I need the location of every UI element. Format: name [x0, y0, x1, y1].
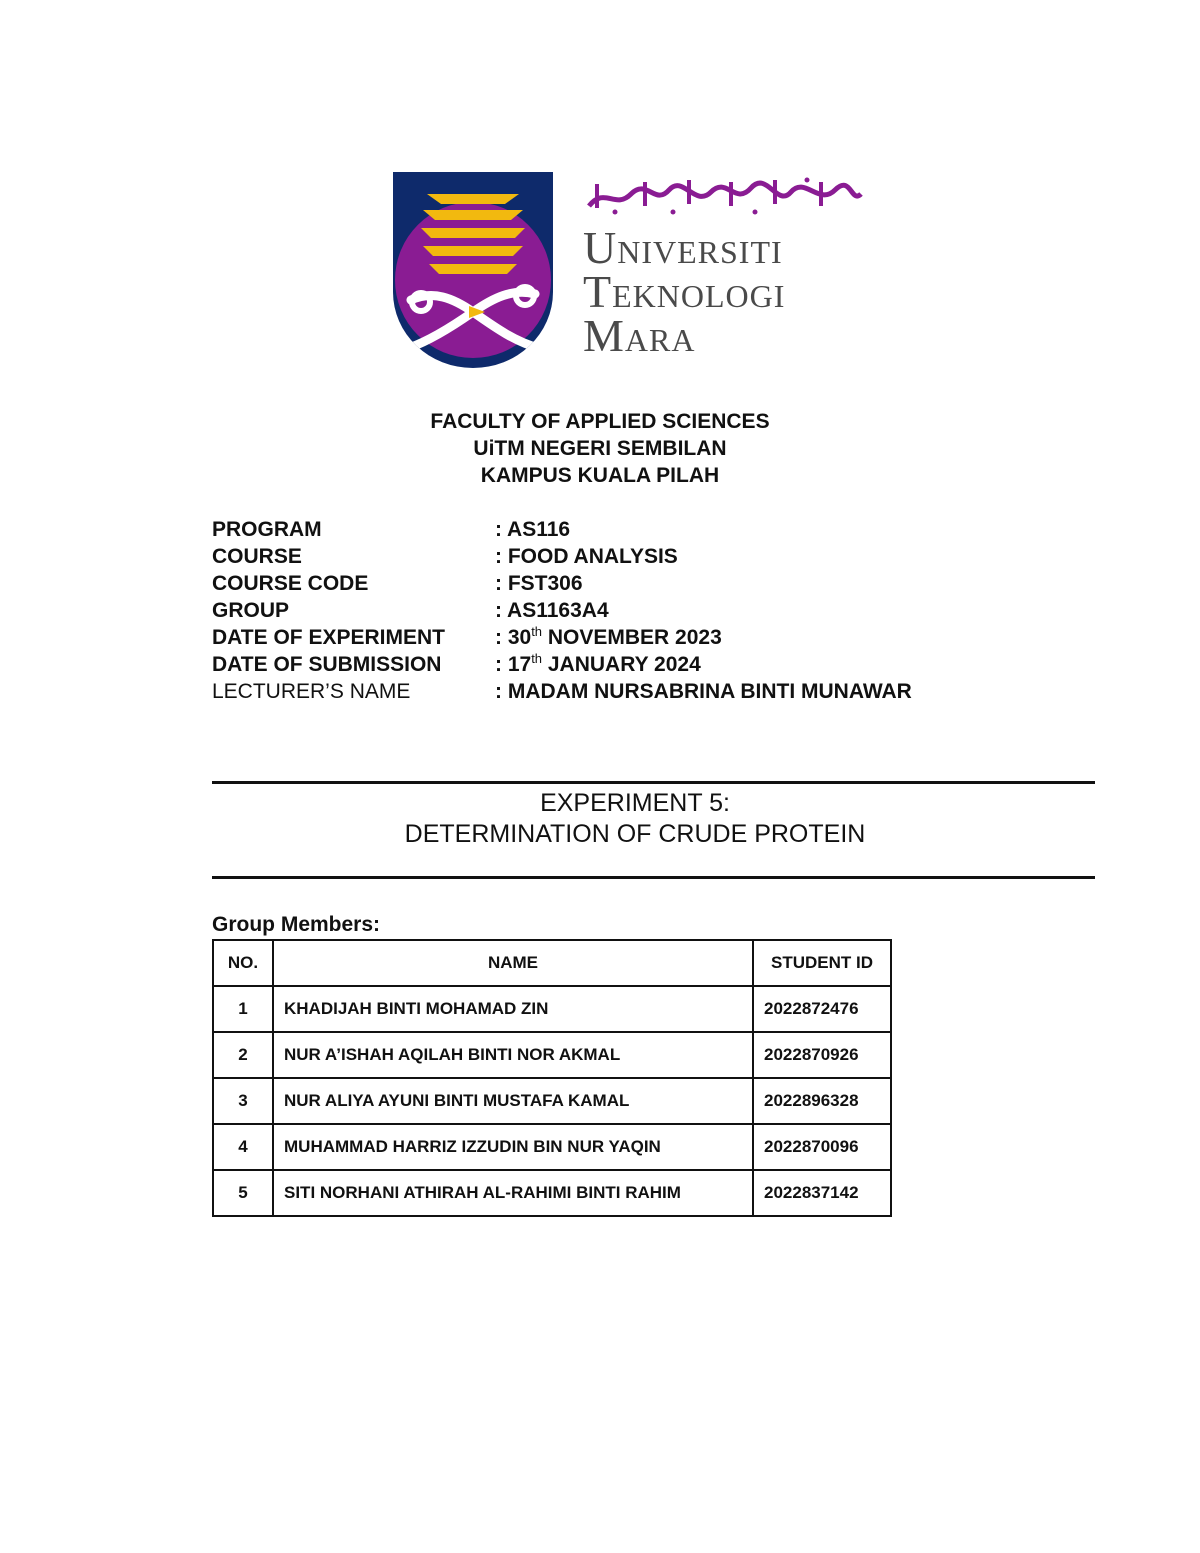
campus-state: UiTM NEGERI SEMBILAN [473, 437, 727, 460]
logo-line-mara: Mara [583, 310, 696, 361]
student-id: 2022896328 [753, 1078, 891, 1124]
row-number: 1 [213, 986, 273, 1032]
student-id: 2022837142 [753, 1170, 891, 1216]
table-row [213, 1078, 891, 1124]
experiment-title [235, 788, 1035, 850]
info-row-program [212, 516, 912, 543]
logo-line-teknologi: Teknologi [583, 266, 786, 317]
table-row [213, 1032, 891, 1078]
header-student-id: STUDENT ID [753, 940, 891, 986]
group-members-label: Group Members: [212, 913, 381, 936]
row-number: 2 [213, 1032, 273, 1078]
student-id: 2022872476 [753, 986, 891, 1032]
member-name: NUR ALIYA AYUNI BINTI MUSTAFA KAMAL [273, 1078, 753, 1124]
row-number: 5 [213, 1170, 273, 1216]
logo-line-universiti: Universiti [583, 222, 783, 273]
group-label: GROUP [212, 599, 290, 622]
course-label: COURSE [212, 545, 302, 568]
members-table [212, 939, 892, 1217]
course-info [212, 516, 912, 705]
info-row-experiment-date [212, 624, 912, 651]
member-name: SITI NORHANI ATHIRAH AL-RAHIMI BINTI RAHIM [273, 1170, 753, 1216]
top-divider [212, 781, 1095, 784]
header-no: NO. [213, 940, 273, 986]
row-number: 3 [213, 1078, 273, 1124]
course-value: : FOOD ANALYSIS [495, 545, 678, 568]
lecturer-label: LECTURER’S NAME [212, 680, 411, 703]
experiment-date-label: DATE OF EXPERIMENT [212, 626, 445, 649]
submission-date-label: DATE OF SUBMISSION [212, 653, 442, 676]
campus-name: KAMPUS KUALA PILAH [480, 464, 720, 487]
header-name: NAME [273, 940, 753, 986]
table-row [213, 986, 891, 1032]
uitm-crest-icon [393, 172, 555, 370]
member-name: MUHAMMAD HARRIZ IZZUDIN BIN NUR YAQIN [273, 1124, 753, 1170]
experiment-date-day: : 30 [495, 626, 532, 649]
member-name: KHADIJAH BINTI MOHAMAD ZIN [273, 986, 753, 1032]
course-code-label: COURSE CODE [212, 572, 369, 595]
info-row-group [212, 597, 912, 624]
info-row-code [212, 570, 912, 597]
experiment-date-suffix: th [531, 624, 543, 639]
program-label: PROGRAM [212, 518, 322, 541]
info-row-submission-date [212, 651, 912, 678]
program-value: : AS116 [495, 518, 571, 541]
university-name [583, 222, 786, 361]
row-number: 4 [213, 1124, 273, 1170]
submission-date-day: : 17 [495, 653, 532, 676]
experiment-date-value [495, 624, 722, 651]
table-header-row [213, 940, 891, 986]
submission-date-value [495, 651, 701, 678]
submission-date-suffix: th [531, 651, 543, 666]
experiment-name: DETERMINATION OF CRUDE PROTEIN [404, 820, 866, 848]
student-id: 2022870096 [753, 1124, 891, 1170]
experiment-date-rest: NOVEMBER 2023 [542, 626, 722, 649]
info-row-lecturer [212, 678, 912, 705]
table-row [213, 1170, 891, 1216]
bottom-divider [212, 876, 1095, 879]
submission-date-rest: JANUARY 2024 [542, 653, 701, 676]
lecturer-value: : MADAM NURSABRINA BINTI MUNAWAR [495, 680, 912, 703]
group-value: : AS1163A4 [495, 599, 609, 622]
experiment-number: EXPERIMENT 5: [540, 789, 730, 817]
faculty-heading [0, 408, 1200, 489]
info-row-course [212, 543, 912, 570]
table-row [213, 1124, 891, 1170]
course-code-value: : FST306 [495, 572, 583, 595]
faculty-name: FACULTY OF APPLIED SCIENCES [430, 410, 770, 433]
uitm-logo [393, 172, 873, 372]
jawi-script-logo [585, 176, 865, 216]
student-id: 2022870926 [753, 1032, 891, 1078]
member-name: NUR A’ISHAH AQILAH BINTI NOR AKMAL [273, 1032, 753, 1078]
